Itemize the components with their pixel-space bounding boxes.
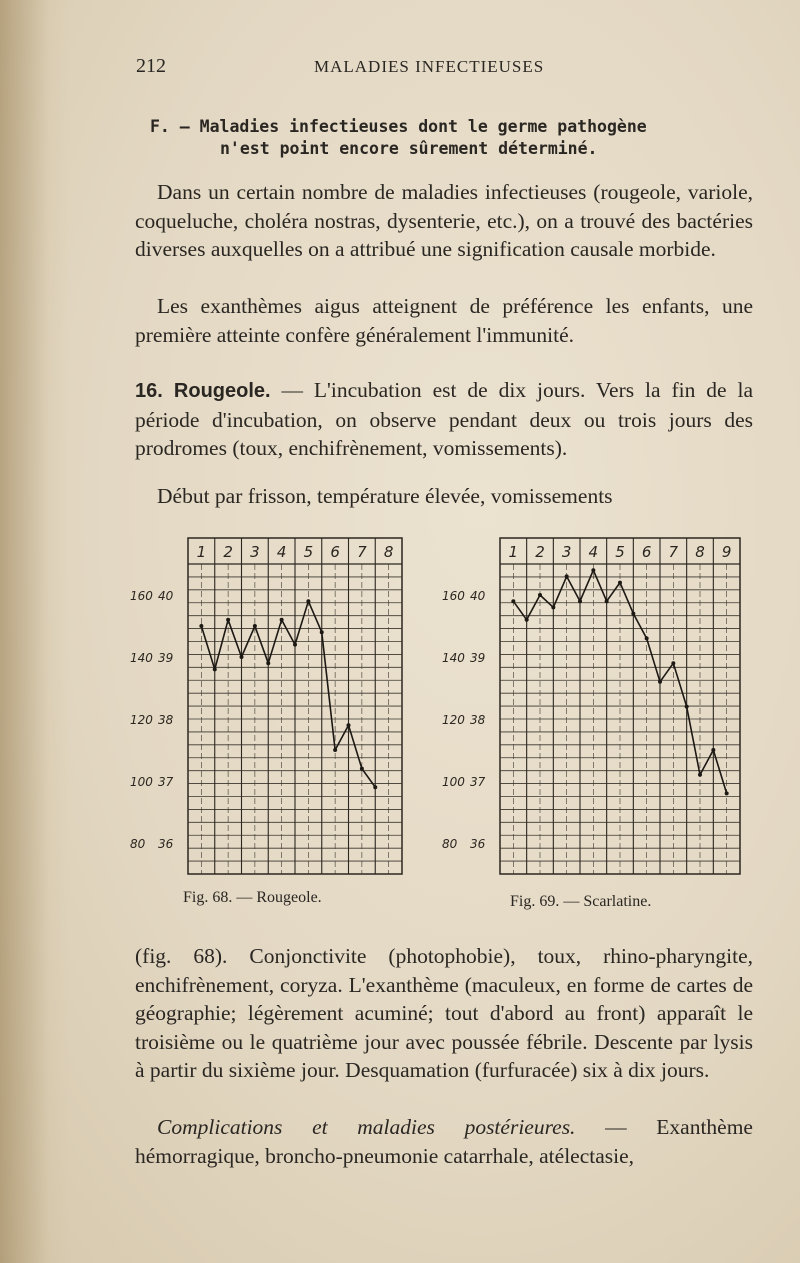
temperature-point [685,705,689,709]
temp-tick-label: 40 [158,589,174,603]
temperature-curve [201,601,375,787]
temp-tick-label: 36 [470,837,486,851]
pulse-tick-label: 140 [442,651,465,665]
paragraph-symptoms: (fig. 68). Conjonctivite (photophobie), toux, rhino-pharyngite, enchifrènement, coryza. L'exanthème (maculeux, en forme de cartes de géographie; légèrement acuminé; tout d'abord au front) apparaît le troisième ou le quatrième jour avec poussée fébrile. Descente par lysis à partir du sixième jour. Desquamation (furfuracée) six à dix jours. [135,944,753,1082]
figure-68-chart [128,535,413,889]
temperature-point [293,643,297,647]
page-edge-shadow [0,0,70,1263]
day-label: 6 [641,543,652,561]
temperature-point [280,618,284,622]
temperature-point [199,624,203,628]
day-label: 1 [508,543,519,561]
temp-tick-label: 37 [470,775,486,789]
temperature-point [725,791,729,795]
day-label: 4 [588,543,599,561]
temp-tick-label: 38 [470,713,486,727]
temperature-point [240,655,244,659]
temperature-point [591,568,595,572]
running-title: MALADIES INFECTIEUSES [314,57,545,76]
pulse-tick-label: 140 [130,651,153,665]
day-label: 7 [357,543,367,561]
pulse-tick-label: 120 [130,713,153,727]
day-label: 2 [223,543,233,561]
temperature-point [658,680,662,684]
section-title-rougeole: 16. Rougeole. [135,380,271,402]
temperature-point [333,748,337,752]
temp-tick-label: 36 [158,837,174,851]
day-label: 3 [250,543,260,561]
temperature-point [565,574,569,578]
figure-69-chart [420,535,750,889]
complications-title: Complications et maladies postérieures. [157,1115,576,1139]
temperature-point [347,723,351,727]
temperature-point [511,599,515,603]
temperature-point [711,748,715,752]
figure-68-caption: Fig. 68. — Rougeole. [183,889,322,906]
pulse-tick-label: 160 [442,589,465,603]
paragraph-intro: Dans un certain nombre de maladies infectieuses (rougeole, variole, coqueluche, choléra nostras, dysenterie, etc.), on a trouvé des bactéries diverses auxquelles on a attribué une signification causale morbide. [135,180,753,261]
page-header [136,55,736,85]
temperature-point [698,773,702,777]
day-label: 1 [196,543,207,561]
temp-tick-label: 39 [470,651,486,665]
page-number: 212 [136,55,166,77]
day-label: 3 [561,543,572,561]
pulse-tick-label: 80 [442,837,458,851]
temperature-point [551,605,555,609]
paragraph-rougeole: 16. Rougeole. — L'incubation est de dix jours. Vers la fin de la période d'incubation, on observe pendant deux ou trois jours des prodromes (toux, enchifrènement, vomissements). [135,378,753,460]
temperature-point [266,661,270,665]
temperature-point [373,785,377,789]
temperature-point [618,581,622,585]
pulse-tick-label: 120 [442,713,465,727]
pulse-tick-label: 100 [442,775,465,789]
pulse-tick-label: 100 [130,775,153,789]
day-label: 9 [721,543,732,561]
pulse-tick-label: 80 [130,837,146,851]
temperature-point [253,624,257,628]
temperature-point [360,767,364,771]
chart-rougeole-svg [128,535,413,885]
paragraph-exanthemes: Les exanthèmes aigus atteignent de préférence les enfants, une première atteinte confère généralement l'immunité. [135,294,753,347]
day-label: 5 [615,543,625,561]
temperature-point [671,661,675,665]
figure-69-caption: Fig. 69. — Scarlatine. [510,893,652,910]
temp-tick-label: 40 [470,589,486,603]
temp-tick-label: 37 [158,775,174,789]
temperature-point [645,636,649,640]
temperature-point [525,618,529,622]
temperature-point [538,593,542,597]
temperature-point [631,612,635,616]
day-label: 4 [276,543,287,561]
paragraph-debut: Début par frisson, température élevée, vomissements [157,484,613,508]
pulse-tick-label: 160 [130,589,153,603]
paragraph-complications: Complications et maladies postérieures. — Exanthème hémorragique, broncho-pneumonie catarrhale, atélectasie, [135,1115,753,1168]
temperature-point [306,599,310,603]
day-label: 8 [695,543,705,561]
temp-tick-label: 38 [158,713,174,727]
temperature-point [320,630,324,634]
day-label: 7 [668,543,679,561]
temp-tick-label: 39 [158,651,174,665]
day-label: 5 [303,543,314,561]
section-subheading [150,116,760,160]
chart-scarlatine-svg [420,535,750,885]
day-label: 6 [330,543,340,561]
temperature-point [578,599,582,603]
day-label: 8 [383,543,394,561]
day-label: 2 [535,543,545,561]
temperature-point [226,618,230,622]
subheading-line-2: n'est point encore sûrement déterminé. [220,139,598,158]
temperature-point [605,599,609,603]
subheading-line-1: F. — Maladies infectieuses dont le germe pathogène [150,117,647,136]
temperature-point [213,667,217,671]
